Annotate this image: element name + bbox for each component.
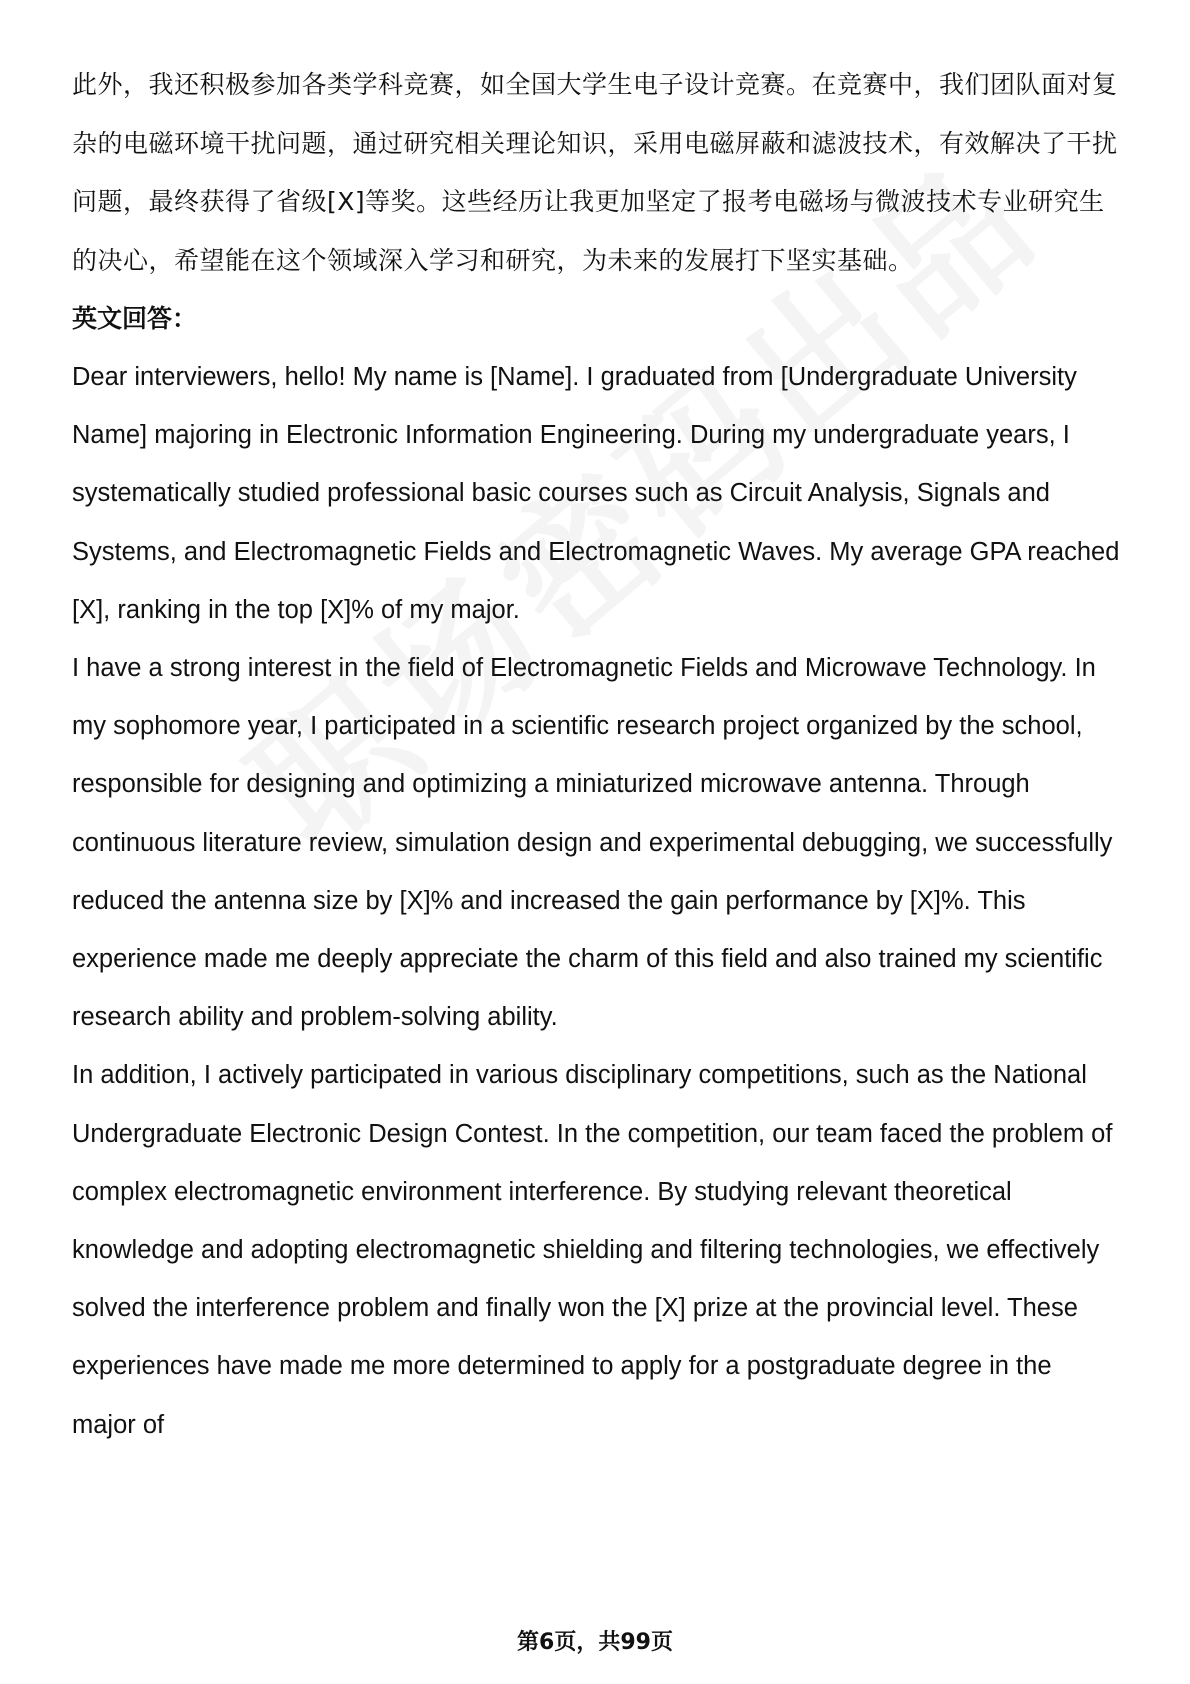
english-paragraph-3: In addition, I actively participated in various disciplinary competitions, such as the National Undergraduate Electronic Design Contest. In the competition, our team faced the problem of complex electromagnetic environment interference. By studying relevant theoretical knowledge and adopting electromagnetic shielding and filtering technologies, we effectively solved the interference problem and finally won the [X] prize at the provincial level. These experiences have made me more determined to apply for a postgraduate degree in the major of: [72, 1061, 1113, 1439]
english-paragraph-2: I have a strong interest in the field of Electromagnetic Fields and Microwave Technology. In my sophomore year, I participated in a scientific research project organized by the school, responsible for designing and optimizing a miniaturized microwave antenna. Through continuous literature review, simulation design and experimental debugging, we successfully reduced the antenna size by [X]% and increased the gain performance by [X]%. This experience made me deeply appreciate the charm of this field and also trained my scientific research ability and problem-solving ability.: [72, 654, 1113, 1032]
english-answer-heading: 英文回答：: [72, 304, 198, 333]
page-content: [72, 56, 1122, 1454]
chinese-answer-paragraph: 此外，我还积极参加各类学科竞赛，如全国大学生电子设计竞赛。在竞赛中，我们团队面对复杂的电磁环境干扰问题，通过研究相关理论知识，采用电磁屏蔽和滤波技术，有效解决了干扰问题，最终获得了省级[X]等奖。这些经历让我更加坚定了报考电磁场与微波技术专业研究生的决心，希望能在这个领域深入学习和研究，为未来的发展打下坚实基础。: [72, 70, 1118, 275]
english-paragraph-1: Dear interviewers, hello! My name is [Name]. I graduated from [Undergraduate University Name] majoring in Electronic Information Engineering. During my undergraduate years, I systematically studied professional basic courses such as Circuit Analysis, Signals and Systems, and Electromagnetic Fields and Electromagnetic Waves. My average GPA reached [X], ranking in the top [X]% of my major.: [72, 363, 1120, 624]
page-number-footer: 第6页，共99页: [517, 1630, 673, 1655]
